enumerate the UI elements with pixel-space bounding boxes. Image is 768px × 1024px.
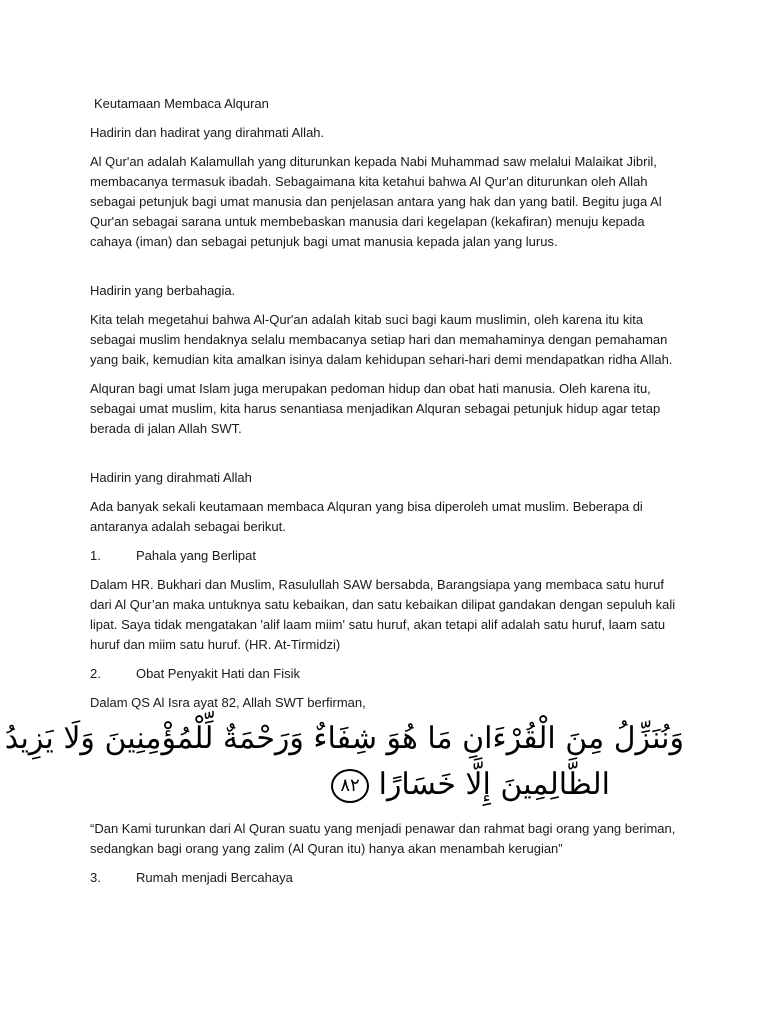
list-item (90, 546, 688, 566)
list-item-number: 2. (90, 666, 101, 681)
list-item (90, 664, 688, 684)
verse-translation: “Dan Kami turunkan dari Al Quran suatu yang menjadi penawar dan rahmat bagi orang yang beriman, sedangkan bagi orang yang zalim (Al Quran itu) hanya akan menambah kerugian” (90, 821, 676, 856)
greeting-3: Hadirin yang dirahmati Allah (90, 470, 252, 485)
paragraph-6: Dalam QS Al Isra ayat 82, Allah SWT berfirman, (90, 695, 366, 710)
list-item-label: Pahala yang Berlipat (136, 548, 256, 563)
paragraph-5: Dalam HR. Bukhari dan Muslim, Rasulullah SAW bersabda, Barangsiapa yang membaca satu huruf dari Al Qur’an maka untuknya satu kebaikan, dan satu kebaikan dilipat gandakan dengan sepuluh kali lipat. Saya tidak mengatakan 'alif laam miim' satu huruf, akan tetapi alif adalah satu huruf, laam satu huruf dan miim satu huruf. (HR. At-Tirmidzi) (90, 577, 676, 652)
ayah-number-mark: ٨٢ (331, 769, 369, 803)
arabic-line-1: وَنُنَزِّلُ مِنَ الْقُرْءَانِ مَا هُوَ شِفَاءٌ وَرَحْمَةٌ لِّلْمُؤْمِنِينَ وَلَا يَزِيدُ (4, 721, 684, 756)
list-item-label: Rumah menjadi Bercahaya (136, 870, 293, 885)
paragraph-3: Alquran bagi umat Islam juga merupakan pedoman hidup dan obat hati manusia. Oleh karena itu, sebagai umat muslim, kita harus senantiasa menjadikan Alquran sebagai petunjuk hidup agar tetap berada di jalan Allah SWT. (90, 381, 661, 436)
paragraph-4: Ada banyak sekali keutamaan membaca Alquran yang bisa diperoleh umat muslim. Beberapa di antaranya adalah sebagai berikut. (90, 499, 643, 534)
paragraph-2: Kita telah megetahui bahwa Al-Qur'an adalah kitab suci bagi kaum muslimin, oleh karena itu kita sebagai muslim hendaknya selalu membacanya setiap hari dan memahaminya dengan pemahaman yang baik, kemudian kita amalkan isinya dalam kehidupan sehari-hari demi mendapatkan ridha Allah. (90, 312, 673, 367)
list-item-label: Obat Penyakit Hati dan Fisik (136, 666, 301, 681)
quran-verse (4, 717, 688, 809)
paragraph-1: Al Qur'an adalah Kalamullah yang diturunkan kepada Nabi Muhammad saw melalui Malaikat Jibril, membacanya termasuk ibadah. Sebagaimana kita ketahui bahwa Al Qur'an diturunkan oleh Allah sebagai petunjuk bagi umat manusia dan penjelasan antara yang hak dan yang batil. Begitu juga Al Qur'an sebagai sarana untuk membebaskan manusia dari kegelapan (kekafiran) menuju kepada cahaya (iman) dan sebagai petunjuk bagi umat manusia kepada jalan yang lurus. (90, 154, 662, 249)
arabic-line-2-text: الظَّالِمِينَ إِلَّا خَسَارًا (378, 767, 610, 802)
greeting-2: Hadirin yang berbahagia. (90, 283, 236, 298)
list-item (90, 868, 688, 888)
list-item-number: 3. (90, 870, 101, 885)
page-title: Keutamaan Membaca Alquran (94, 96, 269, 111)
list-item-number: 1. (90, 548, 101, 563)
arabic-line-2 (90, 761, 684, 809)
greeting-1: Hadirin dan hadirat yang dirahmati Allah. (90, 125, 325, 140)
